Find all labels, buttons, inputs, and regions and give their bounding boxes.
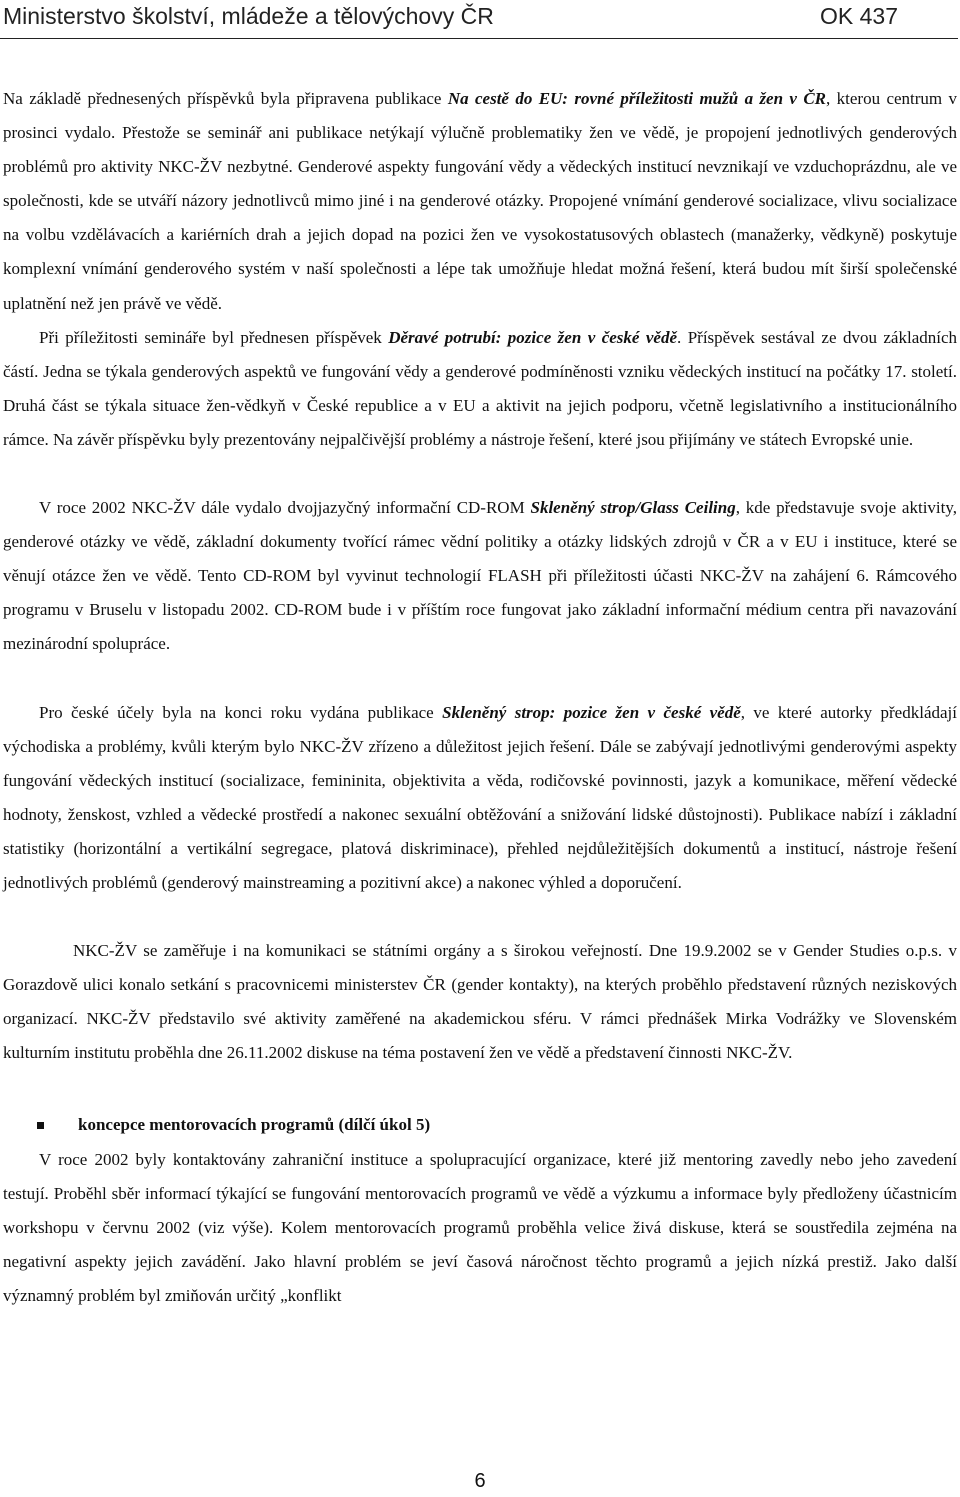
paragraph-seminar-talk: [3, 321, 957, 457]
p2-talk-title: Děravé potrubí: pozice žen v české vědě: [388, 327, 678, 347]
spacer: [3, 662, 957, 696]
page-header: [0, 0, 958, 39]
p3-cdrom-title: Skleněný strop/Glass Ceiling: [530, 498, 736, 518]
paragraph-cd-rom: [3, 491, 957, 661]
p2-text-end: . Příspěvek sestával ze dvou základních částí. Jedna se týkala genderových aspektů ve fungování vědy a genderové podmíněnosti vzniku vědeckých institucí na počátky 17. století. Druhá část se týkala situace žen-vědkyň v České republice a v EU a aktivit na jejich podporu, včetně legislativního a institucionálního rámce. Na závěr příspěvku byly prezentovány nejpalčivější problémy a nástroje řešení, které jsou přijímány ve státech Evropské unie.: [3, 327, 958, 449]
p4-text-start: Pro české účely byla na konci roku vydána publikace: [39, 702, 443, 722]
section-bullet: [3, 1108, 957, 1142]
header-document-code: OK 437: [820, 3, 898, 29]
paragraph-mentoring: V roce 2002 byly kontaktovány zahraniční instituce a spolupracující organizace, které již mentoring zavedly nebo jeho zavedení testují. Proběhl sběr informací týkající se fungování mentorovacích programů ve vědě a výzkumu a informace byly předloženy účastnicím workshopu v červnu 2002 (viz výše). Kolem mentorovacích programů proběhla velice živá diskuse, která se soustředila zejména na negativní aspekty jejich zavádění. Jako hlavní problém se jeví časová náročnost těchto programů a jejich nízká prestiž. Jako další významný problém byl zmiňován určitý „konflikt: [3, 1149, 957, 1305]
p1-text-start: Na základě přednesených příspěvků byla připravena publikace: [3, 89, 448, 108]
spacer: [3, 900, 957, 934]
square-bullet-icon: [37, 1122, 44, 1129]
page-number: 6: [474, 1470, 486, 1492]
section-heading-mentoring: koncepce mentorovacích programů (dílčí úkol 5): [78, 1115, 431, 1135]
p3-text-start: V roce 2002 NKC-ŽV dále vydalo dvojjazyčný informační CD-ROM: [39, 498, 531, 518]
paragraph-communication: NKC-ŽV se zaměřuje i na komunikaci se státními orgány a s širokou veřejností. Dne 19.9.2002 se v Gender Studies o.p.s. v Gorazdově ulici konalo setkání s pracovnicemi ministerstev ČR (gender kontakty), na kterých proběhlo představení různých neziskových organizací. NKC-ŽV představilo své aktivity zaměřené na akademickou sféru. V rámci přednášek Mirka Vodrážky ve Slovenském kulturním institutu proběhla dne 26.11.2002 diskuse na téma postavení žen ve vědě a představení činnosti NKC-ŽV.: [3, 941, 957, 1063]
p1-text-end: , kterou centrum v prosinci vydalo. Přestože se seminář ani publikace netýkají výlučně problematiky žen ve vědě, je propojení jednotlivých genderových problémů pro aktivity NKC-ŽV nezbytné. Genderové aspekty fungování vědy a vědeckých institucí nevznikají ve vzduchoprázdnu, ale ve společnosti, kde se utváří názory jednotlivců mimo jiné i na genderové otázky. Propojené vnímání genderové socializace, vlivu socializace na volbu vzdělávacích a kariérních drah a jejich dopad na pozici žen ve vysokostatusových oblastech (manažerky, vědkyně) poskytuje komplexní vnímání genderového systém v naší společnosti a lépe tak umožňuje hledat možná řešení, která budou mít širší společenské uplatnění než jen právě ve vědě.: [3, 89, 958, 313]
paragraph-glass-ceiling-publication: [3, 696, 957, 901]
p1-publication-title: Na cestě do EU: rovné příležitosti mužů a žen v ČR: [447, 89, 827, 108]
p4-text-end: , ve které autorky předkládají východiska a problémy, kvůli kterým bylo NKC-ŽV zřízeno a důležitost jejich řešení. Dále se zabývají jednotlivými genderovými aspekty fungování vědeckých institucí (socializace, femininita, objektivita a věda, rodičovské povinnosti, jazyk a komunikace, měření vědecké hodnoty, ženskost, vzhled a vědecké prostředí a nakonec sexuální obtěžování a snižování lidské důstojnosti). Publikace nabízí i základní statistiky (horizontální a vertikální segregace, platová diskriminace), přehled nejdůležitějších dokumentů a institucí, nástroje řešení jednotlivých problémů (genderový mainstreaming a pozitivní akce) a nakonec výhled a doporučení.: [3, 702, 957, 892]
spacer: [3, 457, 957, 491]
spacer: [3, 1070, 957, 1104]
p3-text-end: , kde představuje svoje aktivity, genderové otázky ve vědě, základní dokumenty tvořící rámec vědní politiky a otázky lidských zdrojů v ČR a v EU i instituce, které se věnují otázce žen ve vědě. Tento CD-ROM byl vyvinut technologií FLASH při příležitosti účasti NKC-ŽV na zahájení 6. Rámcového programu v Bruselu v listopadu 2002. CD-ROM bude i v příštím roce fungovat jako základní informační médium centra při navazování mezinárodní spolupráce.: [3, 498, 958, 654]
document-body: [3, 82, 957, 1313]
paragraph-publication-eu: [3, 82, 957, 321]
header-ministry: Ministerstvo školství, mládeže a tělovýchovy ČR: [3, 3, 494, 29]
p2-text-start: Při příležitosti semináře byl přednesen příspěvek: [39, 327, 389, 347]
p4-publication-title: Skleněný strop: pozice žen v české vědě: [442, 702, 741, 722]
